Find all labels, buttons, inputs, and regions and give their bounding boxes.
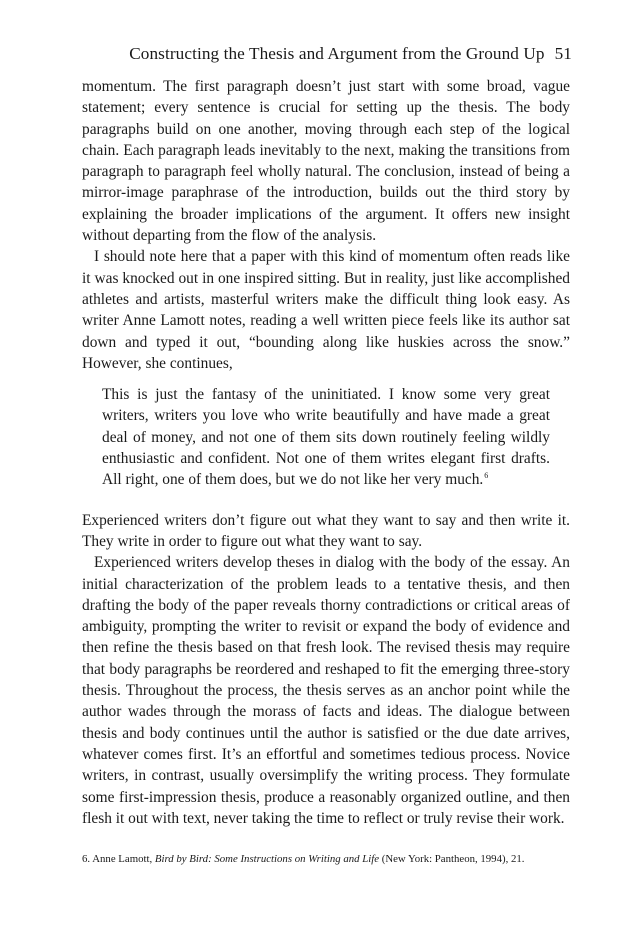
paragraph-1: momentum. The first paragraph doesn’t just start with some broad, vague statement; every sentence is crucial for setting up the thesis. The body paragraphs build on one another, moving through each step of the logical chain. Each paragraph leads inevitably to the next, making the transitions from paragraph to paragraph feel wholly natural. The conclusion, instead of being a mirror-image paraphrase of the introduction, builds out the third story by explaining the broader implications of the argument. It offers new insight without departing from the flow of the analysis. [82, 78, 570, 245]
paragraph-4: Experienced writers develop theses in dialog with the body of the essay. An initial characterization of the problem leads to a tentative thesis, and then drafting the body of the paper reveals thorny contradictions or critical areas of ambiguity, prompting the writer to revisit or expand the body of evidence and then refine the thesis based on that fresh look. The revised thesis may require that body paragraphs be reordered and reshaped to fit the emerging three-story thesis. Throughout the process, the thesis serves as an anchor point while the author wades through the morass of facts and ideas. The dialogue between thesis and body continues until the author is satisfied or the due date arrives, whatever comes first. It’s an effortful and sometimes tedious process. Novice writers, in contrast, usually oversimplify the writing process. They formulate some first-impression thesis, produce a reasonably organized outline, and then flesh it out with text, never taking the time to reflect or truly revise their work. [82, 554, 570, 827]
footnote-reference[interactable]: 6 [484, 471, 489, 481]
footnote-publication: (New York: Pantheon, 1994), 21. [381, 853, 525, 865]
footnote-book-title: Bird by Bird: Some Instructions on Writing and Life [154, 853, 380, 865]
paragraph-3: Experienced writers don’t figure out what they want to say and then write it. They write in order to figure out what they want to say. [82, 511, 570, 550]
paragraph-2: I should note here that a paper with this kind of momentum often reads like it was knocked out in one inspired sitting. But in reality, just like accomplished athletes and artists, masterful writers make the difficult thing look easy. As writer Anne Lamott notes, reading a well written piece feels like its author sat down and typed it out, “bounding along like huskies across the snow.” However, she continues, [82, 248, 570, 372]
chapter-title: Constructing the Thesis and Argument from the Ground Up [129, 44, 545, 63]
footnote-number: 6. [82, 853, 91, 865]
footnote [82, 853, 570, 865]
running-head [129, 44, 572, 64]
block-quote-text: This is just the fantasy of the uninitiated. I know some very great writers, writers you love who write beautifully and have made a great deal of money, and not one of them sits down routinely feeling wildly enthusiastic and confident. Not one of them writes elegant first drafts. All right, one of them does, but we do not like her very much. [102, 386, 550, 489]
footnote-author: Anne Lamott, [92, 853, 153, 865]
page-number: 51 [554, 44, 572, 63]
body-text [82, 76, 570, 829]
block-quote [102, 384, 550, 490]
